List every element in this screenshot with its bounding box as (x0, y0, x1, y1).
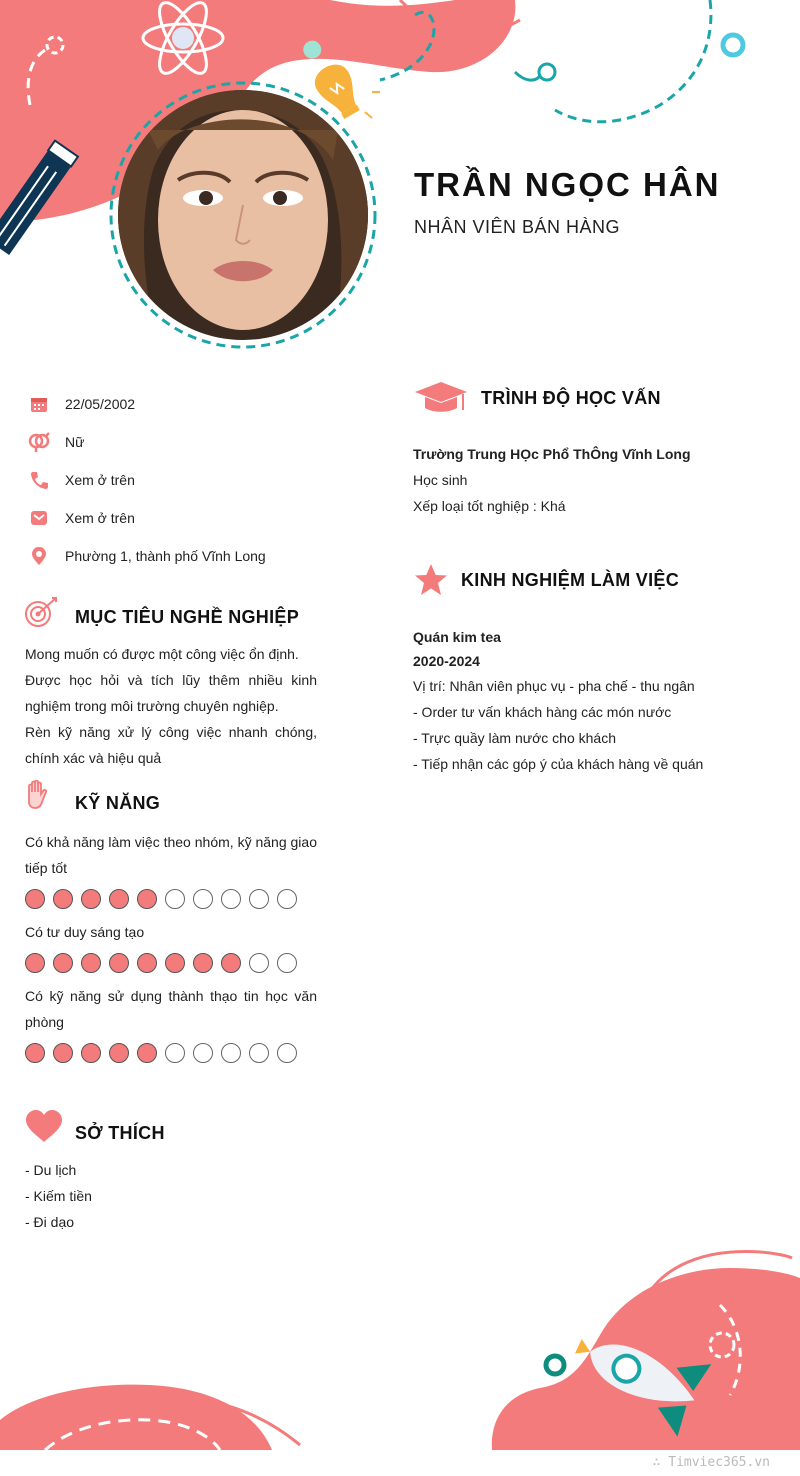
rating-dot-filled (137, 1043, 157, 1063)
contact-item-gender (28, 423, 358, 461)
rating-dot-empty (277, 953, 297, 973)
skill-label: Có tư duy sáng tạo (25, 924, 145, 940)
rating-dot-filled (81, 953, 101, 973)
skill-label: Có khả năng làm việc theo nhóm, kỹ năng giao tiếp tốt (25, 834, 317, 876)
rating-dot-empty (249, 1043, 269, 1063)
rating-dot-filled (137, 953, 157, 973)
heart-icon (25, 1110, 63, 1149)
contact-item-address (28, 537, 358, 575)
rating-dot-filled (109, 889, 129, 909)
birthday-text: 22/05/2002 (65, 396, 136, 412)
experience-title: KINH NGHIỆM LÀM VIỆC (461, 570, 680, 590)
objective-title: MỤC TIÊU NGHỀ NGHIỆP (75, 607, 300, 627)
job-position: Vị trí: Nhân viên phục vụ - pha chế - thu ngân (413, 678, 695, 694)
objective-line: Rèn kỹ năng xử lý công việc nhanh chóng, chính xác và hiệu quả (25, 724, 317, 766)
contact-item-phone (28, 461, 358, 499)
target-icon (25, 597, 59, 634)
education-details (413, 441, 773, 519)
rating-dot-filled (109, 1043, 129, 1063)
email-text: Xem ở trên (65, 510, 135, 526)
job-task: - Trực quầy làm nước cho khách (413, 730, 616, 746)
hobby-item: - Đi dạo (25, 1214, 75, 1230)
objective-line: Mong muốn có được một công việc ổn định. (25, 646, 299, 662)
rating-dot-filled (53, 889, 73, 909)
rating-dot-filled (109, 953, 129, 973)
phone-icon (28, 469, 50, 491)
skills-title: KỸ NĂNG (75, 793, 161, 813)
work-period: 2020-2024 (413, 653, 480, 669)
education-title: TRÌNH ĐỘ HỌC VẤN (481, 388, 661, 408)
education-grade: Xếp loại tốt nghiệp : Khá (413, 498, 566, 514)
rating-dot-empty (193, 889, 213, 909)
rating-dot-filled (193, 953, 213, 973)
rating-dot-empty (221, 1043, 241, 1063)
objective-line: Được học hỏi và tích lũy thêm nhiều kinh nghiệm trong môi trường chuyên nghiệp. (25, 672, 317, 714)
objective-text (25, 641, 317, 771)
rating-dot-filled (81, 889, 101, 909)
skill-label: Có kỹ năng sử dụng thành thạo tin học văn phòng (25, 988, 317, 1030)
candidate-name: TRẦN NGỌC HÂN (414, 166, 721, 203)
company-name: Quán kim tea (413, 629, 501, 645)
calendar-icon (28, 393, 50, 415)
graduation-cap-icon (413, 380, 469, 421)
gender-text: Nữ (65, 434, 85, 450)
job-task: - Tiếp nhận các góp ý của khách hàng về quán (413, 756, 704, 772)
phone-text: Xem ở trên (65, 472, 135, 488)
rating-dot-filled (53, 953, 73, 973)
rating-dot-filled (25, 953, 45, 973)
hobbies-title: SỞ THÍCH (75, 1123, 165, 1143)
rating-dot-empty (193, 1043, 213, 1063)
rating-dot-filled (53, 1043, 73, 1063)
skill-rating (25, 1043, 317, 1063)
rating-dot-empty (165, 1043, 185, 1063)
job-task: - Order tư vấn khách hàng các món nước (413, 704, 672, 720)
rating-dot-filled (81, 1043, 101, 1063)
rating-dot-filled (165, 953, 185, 973)
address-text: Phường 1, thành phố Vĩnh Long (65, 548, 266, 564)
location-pin-icon (28, 545, 50, 567)
experience-header (413, 562, 793, 602)
education-header (413, 378, 793, 418)
rating-dot-filled (25, 1043, 45, 1063)
hobbies-list (25, 1157, 317, 1235)
hobby-item: - Kiếm tiền (25, 1188, 92, 1204)
star-icon (413, 562, 449, 603)
rating-dot-filled (25, 889, 45, 909)
skill-rating (25, 953, 317, 973)
profile-photo (118, 90, 368, 340)
email-icon (28, 507, 50, 529)
skills-list (25, 829, 317, 1073)
rating-dot-empty (277, 889, 297, 909)
gender-icon (28, 431, 50, 453)
hand-icon (25, 780, 49, 817)
rating-dot-empty (249, 889, 269, 909)
watermark: ∴ Timviec365.vn (652, 1455, 770, 1470)
education-major: Học sinh (413, 472, 468, 488)
rating-dot-empty (249, 953, 269, 973)
rating-dot-empty (277, 1043, 297, 1063)
contact-list (28, 385, 358, 575)
rating-dot-empty (165, 889, 185, 909)
contact-item-birthday (28, 385, 358, 423)
candidate-role: NHÂN VIÊN BÁN HÀNG (414, 217, 621, 237)
rating-dot-empty (221, 889, 241, 909)
contact-item-email (28, 499, 358, 537)
rating-dot-filled (137, 889, 157, 909)
hobby-item: - Du lịch (25, 1162, 77, 1178)
experience-details (413, 625, 773, 777)
school-name: Trường Trung HỌc Phổ ThÔng Vĩnh Long (413, 446, 691, 462)
rating-dot-filled (221, 953, 241, 973)
skill-rating (25, 889, 317, 909)
